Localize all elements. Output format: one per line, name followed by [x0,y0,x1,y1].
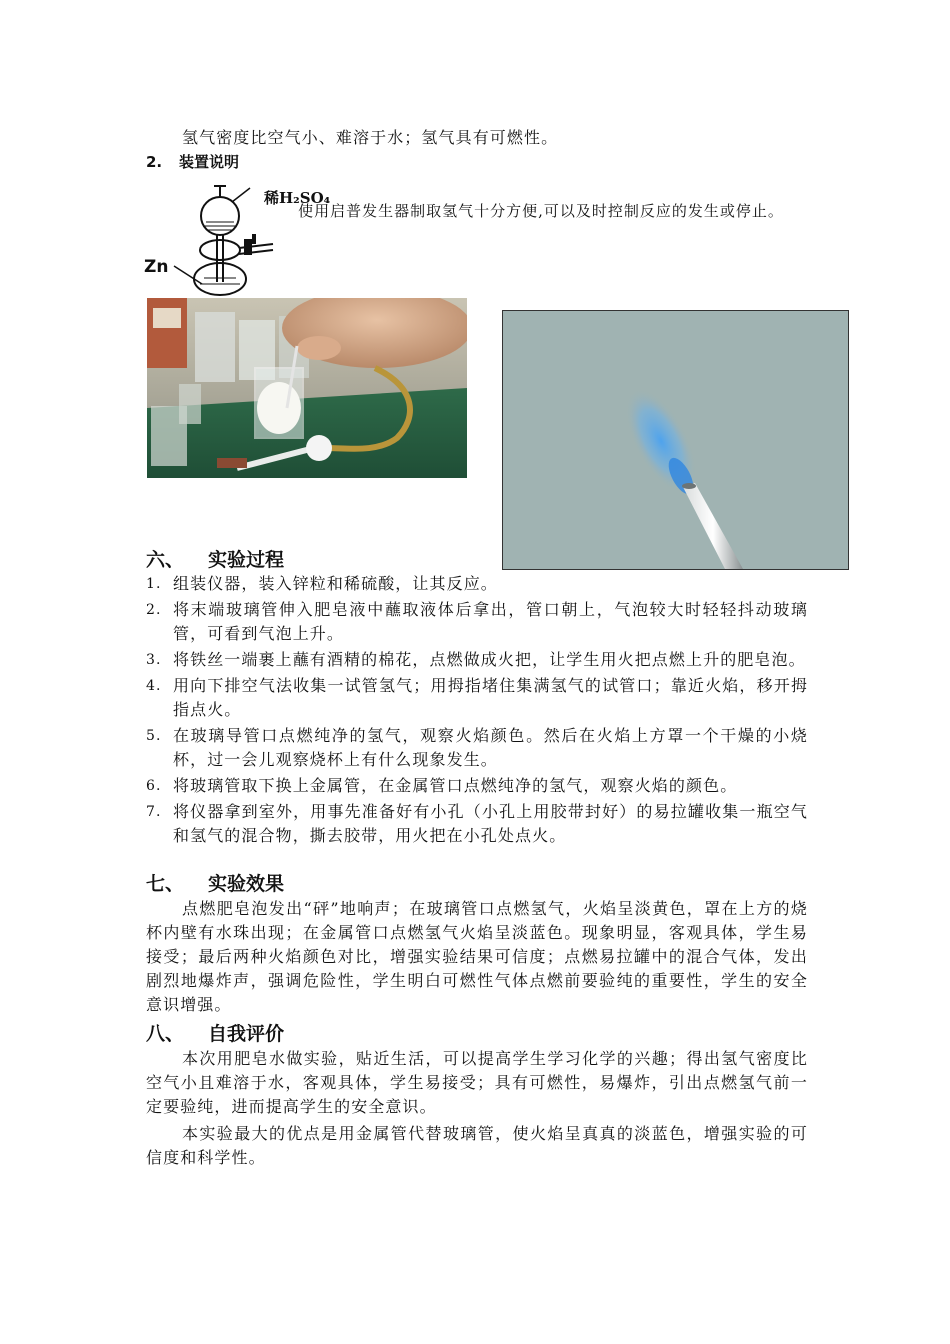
list-item [146,648,808,672]
kipp-generator-diagram [140,178,280,302]
apparatus-number: 2. [146,153,163,171]
apparatus-caption: 使用启普发生器制取氢气十分方便,可以及时控制反应的发生或停止。 [298,202,784,220]
blue-flame-photo-drawing [503,311,848,569]
list-item [146,774,808,798]
section7-heading [146,872,284,896]
list-item [146,724,808,772]
step-number: 5. [146,728,162,744]
step-number: 7. [146,804,162,820]
apparatus-heading [146,151,239,172]
apparatus-title: 装置说明 [179,153,240,171]
step-text: 将仪器拿到室外，用事先准备好有小孔（小孔上用胶带封好）的易拉罐收集一瓶空气和氢气的混合物，撕去胶带，用火把在小孔处点火。 [173,802,808,845]
list-item [146,674,808,722]
kipp-generator-drawing [140,178,280,302]
procedure-steps [146,572,808,850]
step-text: 将玻璃管取下换上金属管，在金属管口点燃纯净的氢气，观察火焰的颜色。 [173,776,738,795]
list-item [146,572,808,596]
zn-label: Zn [144,257,169,277]
step-text: 组装仪器，装入锌粒和稀硫酸，让其反应。 [173,574,498,593]
section8-number: 八、 [146,1023,185,1045]
step-text: 将末端玻璃管伸入肥皂液中蘸取液体后拿出，管口朝上，气泡较大时轻轻抖动玻璃管，可看到气泡上升。 [173,600,808,643]
section7-number: 七、 [146,873,185,895]
list-item [146,598,808,646]
step-number: 3. [146,652,162,668]
section6-number: 六、 [146,549,185,571]
blue-flame-photo [502,310,849,570]
step-text: 将铁丝一端裹上蘸有酒精的棉花，点燃做成火把，让学生用火把点燃上升的肥皂泡。 [173,650,806,669]
soap-bubble-photo [147,298,467,478]
step-number: 2. [146,602,162,618]
section7-body: 点燃肥皂泡发出“砰”地响声；在玻璃管口点燃氢气，火焰呈淡黄色，罩在上方的烧杯内壁有水珠出现；在金属管口点燃氢气火焰呈淡蓝色。现象明显，客观具体，学生易接受；最后两种火焰颜色对比，增强实验结果可信度；点燃易拉罐中的混合气体，发出剧烈地爆炸声，强调危险性，学生明白可燃性气体点燃前要验纯的重要性，学生的安全意识增强。 [146,899,808,1014]
step-number: 4. [146,678,162,694]
step-number: 1. [146,576,162,592]
section8-paragraph-2: 本实验最大的优点是用金属管代替玻璃管，使火焰呈真真的淡蓝色，增强实验的可信度和科学性。 [146,1124,808,1167]
section6-title: 实验过程 [208,549,285,571]
section7-title: 实验效果 [208,873,285,895]
acid-label: 稀H₂SO₄ [264,189,331,207]
list-item [146,800,808,848]
step-number: 6. [146,778,162,794]
section8-heading [146,1022,284,1046]
section8-paragraph-1: 本次用肥皂水做实验，贴近生活，可以提高学生学习化学的兴趣；得出氢气密度比空气小且难溶于水，客观具体，学生易接受；具有可燃性，易爆炸，引出点燃氢气前一定要验纯，进而提高学生的安全意识。 [146,1049,808,1116]
step-text: 在玻璃导管口点燃纯净的氢气，观察火焰颜色。然后在火焰上方罩一个干燥的小烧杯，过一会儿观察烧杯上有什么现象发生。 [173,726,808,769]
section8-title: 自我评价 [208,1023,285,1045]
intro-line: 氢气密度比空气小、难溶于水；氢气具有可燃性。 [182,128,559,147]
section6-heading [146,548,284,572]
soap-bubble-photo-drawing [147,298,467,478]
step-text: 用向下排空气法收集一试管氢气；用拇指堵住集满氢气的试管口；靠近火焰，移开拇指点火。 [173,676,808,719]
